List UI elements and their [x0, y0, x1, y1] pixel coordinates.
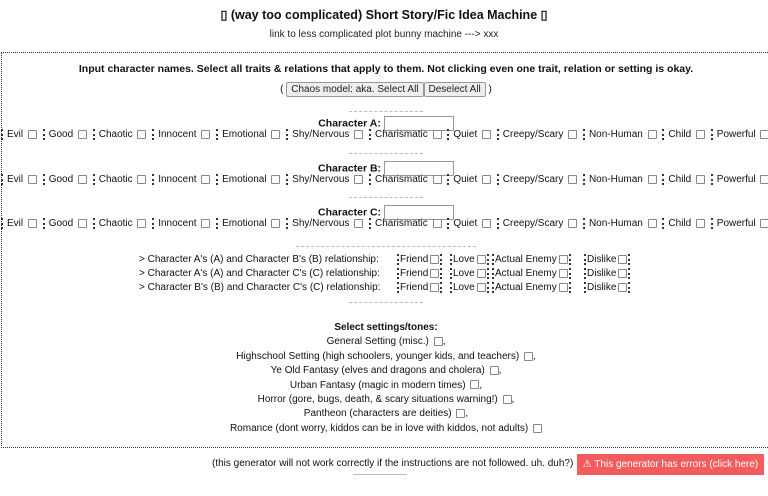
trait-child[interactable] — [662, 174, 708, 185]
trait-label: Powerful — [716, 129, 756, 140]
checkbox[interactable] — [503, 395, 512, 404]
checkbox[interactable] — [137, 175, 146, 184]
relationship-option[interactable] — [492, 282, 571, 293]
checkbox[interactable] — [482, 175, 491, 184]
trait-non-human[interactable] — [583, 174, 660, 185]
checkbox[interactable] — [618, 269, 627, 278]
checkbox[interactable] — [568, 219, 577, 228]
trait-label: Charismatic — [374, 129, 428, 140]
trait-creepy-scary[interactable] — [497, 129, 580, 140]
divider — [353, 474, 407, 475]
option-label: Love — [453, 268, 475, 279]
trait-powerful[interactable] — [711, 174, 768, 185]
trait-chaotic[interactable] — [93, 218, 150, 229]
relationship-row — [139, 268, 739, 279]
trait-quiet[interactable] — [447, 218, 494, 229]
checkbox[interactable] — [470, 380, 479, 389]
option-label: Actual Enemy — [495, 282, 557, 293]
checkbox[interactable] — [78, 219, 87, 228]
trait-child[interactable] — [662, 218, 708, 229]
trait-label: Powerful — [716, 174, 756, 185]
trait-label: Evil — [7, 129, 24, 140]
checkbox[interactable] — [201, 219, 210, 228]
trait-label: Chaotic — [98, 218, 133, 229]
trait-label: Powerful — [716, 218, 756, 229]
trait-evil[interactable] — [1, 218, 40, 229]
trait-label: Charismatic — [374, 218, 428, 229]
error-report-button[interactable]: ⚠ This generator has errors (click here) ⚠ — [577, 454, 764, 475]
checkbox[interactable] — [760, 219, 768, 228]
checkbox[interactable] — [137, 130, 146, 139]
trait-creepy-scary[interactable] — [497, 218, 580, 229]
trait-quiet[interactable] — [447, 174, 494, 185]
relationship-option[interactable] — [584, 254, 630, 265]
select-buttons — [2, 82, 768, 97]
trait-label: Non-Human — [588, 218, 643, 229]
relationship-label: > Character A's (A) and Character C's (C) relationship: — [139, 268, 380, 279]
checkbox[interactable] — [568, 130, 577, 139]
checkbox[interactable] — [28, 219, 37, 228]
trait-label: Creepy/Scary — [502, 218, 564, 229]
checkbox[interactable] — [648, 219, 657, 228]
paren: ) — [488, 84, 492, 95]
checkbox[interactable] — [477, 269, 486, 278]
checkbox[interactable] — [477, 283, 486, 292]
trait-charismatic[interactable] — [369, 218, 445, 229]
trait-label: Good — [48, 174, 74, 185]
trait-label: Quiet — [453, 174, 478, 185]
checkbox[interactable] — [456, 409, 465, 418]
trait-label: Evil — [7, 218, 24, 229]
trait-label: Shy/Nervous — [292, 218, 350, 229]
trait-label: Chaotic — [98, 129, 133, 140]
trait-label: Innocent — [158, 218, 197, 229]
checkbox[interactable] — [696, 219, 705, 228]
trait-label: Shy/Nervous — [292, 174, 350, 185]
trait-label: Quiet — [453, 129, 478, 140]
checkbox[interactable] — [477, 255, 486, 264]
trait-good[interactable] — [43, 218, 90, 229]
trait-row — [1, 218, 768, 229]
checkbox[interactable] — [618, 255, 627, 264]
trait-label: Creepy/Scary — [502, 129, 564, 140]
checkbox[interactable] — [433, 130, 442, 139]
relationship-option[interactable] — [584, 268, 630, 279]
checkbox[interactable] — [271, 175, 280, 184]
relationship-label: > Character B's (B) and Character C's (C) relationship: — [139, 282, 381, 293]
trait-label: Shy/Nervous — [292, 129, 350, 140]
trait-label: Good — [48, 218, 74, 229]
divider — [349, 302, 423, 303]
divider — [349, 153, 423, 154]
checkbox[interactable] — [559, 255, 568, 264]
setting-item[interactable] — [2, 422, 768, 436]
setting-label: Highschool Setting (high schoolers, younger kids, and teachers) — [236, 350, 520, 362]
trait-creepy-scary[interactable] — [497, 174, 580, 185]
checkbox[interactable] — [430, 283, 439, 292]
option-label: Love — [453, 254, 475, 265]
trait-label: Emotional — [222, 129, 267, 140]
checkbox[interactable] — [482, 130, 491, 139]
trait-powerful[interactable] — [711, 218, 768, 229]
checkbox[interactable] — [648, 175, 657, 184]
option-label: Friend — [400, 282, 429, 293]
trait-row — [1, 174, 768, 185]
divider — [296, 246, 476, 247]
trait-label: Child — [668, 174, 692, 185]
trait-label: Good — [48, 129, 74, 140]
character-label: Character B: — [318, 162, 382, 175]
trait-non-human[interactable] — [583, 129, 660, 140]
checkbox[interactable] — [201, 130, 210, 139]
trait-emotional[interactable] — [216, 129, 283, 140]
checkbox[interactable] — [559, 283, 568, 292]
checkbox[interactable] — [28, 175, 37, 184]
relationship-row — [139, 254, 739, 265]
footer-note: (this generator will not work correctly if the instructions are not followed. uh. duh?) — [212, 458, 574, 469]
option-label: Actual Enemy — [495, 254, 557, 265]
trait-label: Non-Human — [588, 174, 643, 185]
trait-label: Creepy/Scary — [502, 174, 564, 185]
checkbox[interactable] — [760, 175, 768, 184]
settings-title: Select settings/tones: — [334, 322, 438, 333]
checkbox[interactable] — [760, 130, 768, 139]
trait-charismatic[interactable] — [369, 129, 445, 140]
character-label: Character C: — [318, 206, 382, 219]
relationship-row — [139, 282, 739, 293]
checkbox[interactable] — [433, 175, 442, 184]
option-label: Dislike — [587, 282, 617, 293]
checkbox[interactable] — [648, 130, 657, 139]
trait-label: Emotional — [222, 218, 267, 229]
option-label: Actual Enemy — [495, 268, 557, 279]
option-label: Friend — [400, 254, 429, 265]
relationship-option[interactable] — [397, 268, 442, 279]
checkbox[interactable] — [568, 175, 577, 184]
trait-label: Child — [668, 218, 692, 229]
trait-chaotic[interactable] — [93, 174, 150, 185]
relationship-label: > Character A's (A) and Character B's (B) relationship: — [139, 254, 379, 265]
checkbox[interactable] — [271, 219, 280, 228]
relationship-option[interactable] — [450, 254, 489, 265]
checkbox[interactable] — [354, 219, 363, 228]
relationship-option[interactable] — [584, 282, 630, 293]
checkbox[interactable] — [524, 352, 533, 361]
trait-label: Evil — [7, 174, 24, 185]
trait-label: Chaotic — [98, 174, 133, 185]
page-title: ▯ (way too complicated) Short Story/Fic Idea Machine ▯ — [220, 8, 548, 22]
option-label: Love — [453, 282, 475, 293]
relationship-option[interactable] — [450, 268, 489, 279]
relationship-option[interactable] — [450, 282, 489, 293]
relationship-option[interactable] — [492, 254, 571, 265]
setting-label: Romance (dont worry, kiddos can be in love with kiddos, not adults) — [229, 422, 529, 434]
trait-chaotic[interactable] — [93, 129, 150, 140]
trait-label: Quiet — [453, 218, 478, 229]
setting-item[interactable]: Urban Fantasy (magic in modern times) , — [289, 379, 483, 391]
checkbox[interactable] — [433, 219, 442, 228]
checkbox[interactable] — [559, 269, 568, 278]
trait-label: Non-Human — [588, 129, 643, 140]
checkbox[interactable] — [696, 175, 705, 184]
checkbox[interactable] — [618, 283, 627, 292]
trait-shy-nervous[interactable] — [286, 218, 366, 229]
settings-section — [2, 321, 768, 436]
trait-label: Innocent — [158, 174, 197, 185]
setting-item[interactable]: Highschool Setting (high schoolers, younger kids, and teachers) , — [236, 350, 536, 362]
trait-shy-nervous[interactable] — [286, 174, 366, 185]
generator-form — [1, 52, 768, 448]
checkbox[interactable] — [490, 366, 499, 375]
trait-evil[interactable] — [1, 174, 40, 185]
setting-item[interactable]: Ye Old Fantasy (elves and dragons and cholera) , — [270, 365, 502, 377]
trait-quiet[interactable] — [447, 129, 494, 140]
checkbox[interactable] — [430, 255, 439, 264]
checkbox[interactable] — [434, 337, 443, 346]
divider — [349, 111, 423, 112]
trait-innocent[interactable] — [152, 218, 213, 229]
checkbox[interactable] — [354, 130, 363, 139]
trait-innocent[interactable] — [152, 129, 213, 140]
checkbox[interactable] — [78, 130, 87, 139]
plot-bunny-link[interactable]: link to less complicated plot bunny machine ---> xxx — [269, 29, 499, 40]
checkbox[interactable] — [28, 130, 37, 139]
deselect-all-button[interactable]: Deselect All — [424, 82, 486, 97]
trait-label: Innocent — [158, 129, 197, 140]
trait-good[interactable] — [43, 129, 90, 140]
checkbox[interactable] — [482, 219, 491, 228]
setting-item[interactable]: General Setting (misc.) , — [326, 336, 446, 348]
select-all-button[interactable]: Chaos model: aka. Select All — [286, 82, 423, 97]
setting-item[interactable]: Horror (gore, bugs, death, & scary situations warning!) , — [257, 394, 515, 406]
setting-label: General Setting (misc.) — [326, 336, 429, 348]
setting-label: Horror (gore, bugs, death, & scary situations warning!) — [257, 394, 498, 406]
checkbox[interactable] — [430, 269, 439, 278]
setting-item[interactable]: Pantheon (characters are deities) , — [303, 408, 469, 420]
character-label: Character A: — [318, 117, 381, 130]
checkbox[interactable] — [696, 130, 705, 139]
trait-label: Child — [668, 129, 692, 140]
relationship-option[interactable] — [397, 282, 442, 293]
trait-powerful[interactable] — [711, 129, 768, 140]
trait-label: Emotional — [222, 174, 267, 185]
setting-label: Urban Fantasy (magic in modern times) — [289, 379, 466, 391]
trait-row — [1, 129, 768, 140]
relationship-option[interactable] — [492, 268, 571, 279]
trait-innocent[interactable] — [152, 174, 213, 185]
relationship-option[interactable] — [397, 254, 442, 265]
trait-good[interactable] — [43, 174, 90, 185]
trait-shy-nervous[interactable] — [286, 129, 366, 140]
trait-emotional[interactable] — [216, 174, 283, 185]
trait-child[interactable] — [662, 129, 708, 140]
checkbox[interactable] — [78, 175, 87, 184]
checkbox[interactable] — [137, 219, 146, 228]
divider — [349, 197, 423, 198]
checkbox[interactable] — [271, 130, 280, 139]
checkbox[interactable] — [201, 175, 210, 184]
trait-label: Charismatic — [374, 174, 428, 185]
trait-charismatic[interactable] — [369, 174, 445, 185]
option-label: Dislike — [587, 268, 617, 279]
trait-non-human[interactable] — [583, 218, 660, 229]
checkbox[interactable] — [354, 175, 363, 184]
setting-label: Pantheon (characters are deities) — [303, 408, 452, 420]
option-label: Dislike — [587, 254, 617, 265]
setting-label: Ye Old Fantasy (elves and dragons and cholera) — [270, 365, 485, 377]
trait-emotional[interactable] — [216, 218, 283, 229]
instructions: Input character names. Select all traits & relations that apply to them. Not clicking even one trait, relation or setting is okay. — [78, 63, 694, 75]
trait-evil[interactable] — [1, 129, 40, 140]
paren: ( — [280, 84, 284, 95]
option-label: Friend — [400, 268, 429, 279]
checkbox[interactable] — [533, 424, 542, 433]
